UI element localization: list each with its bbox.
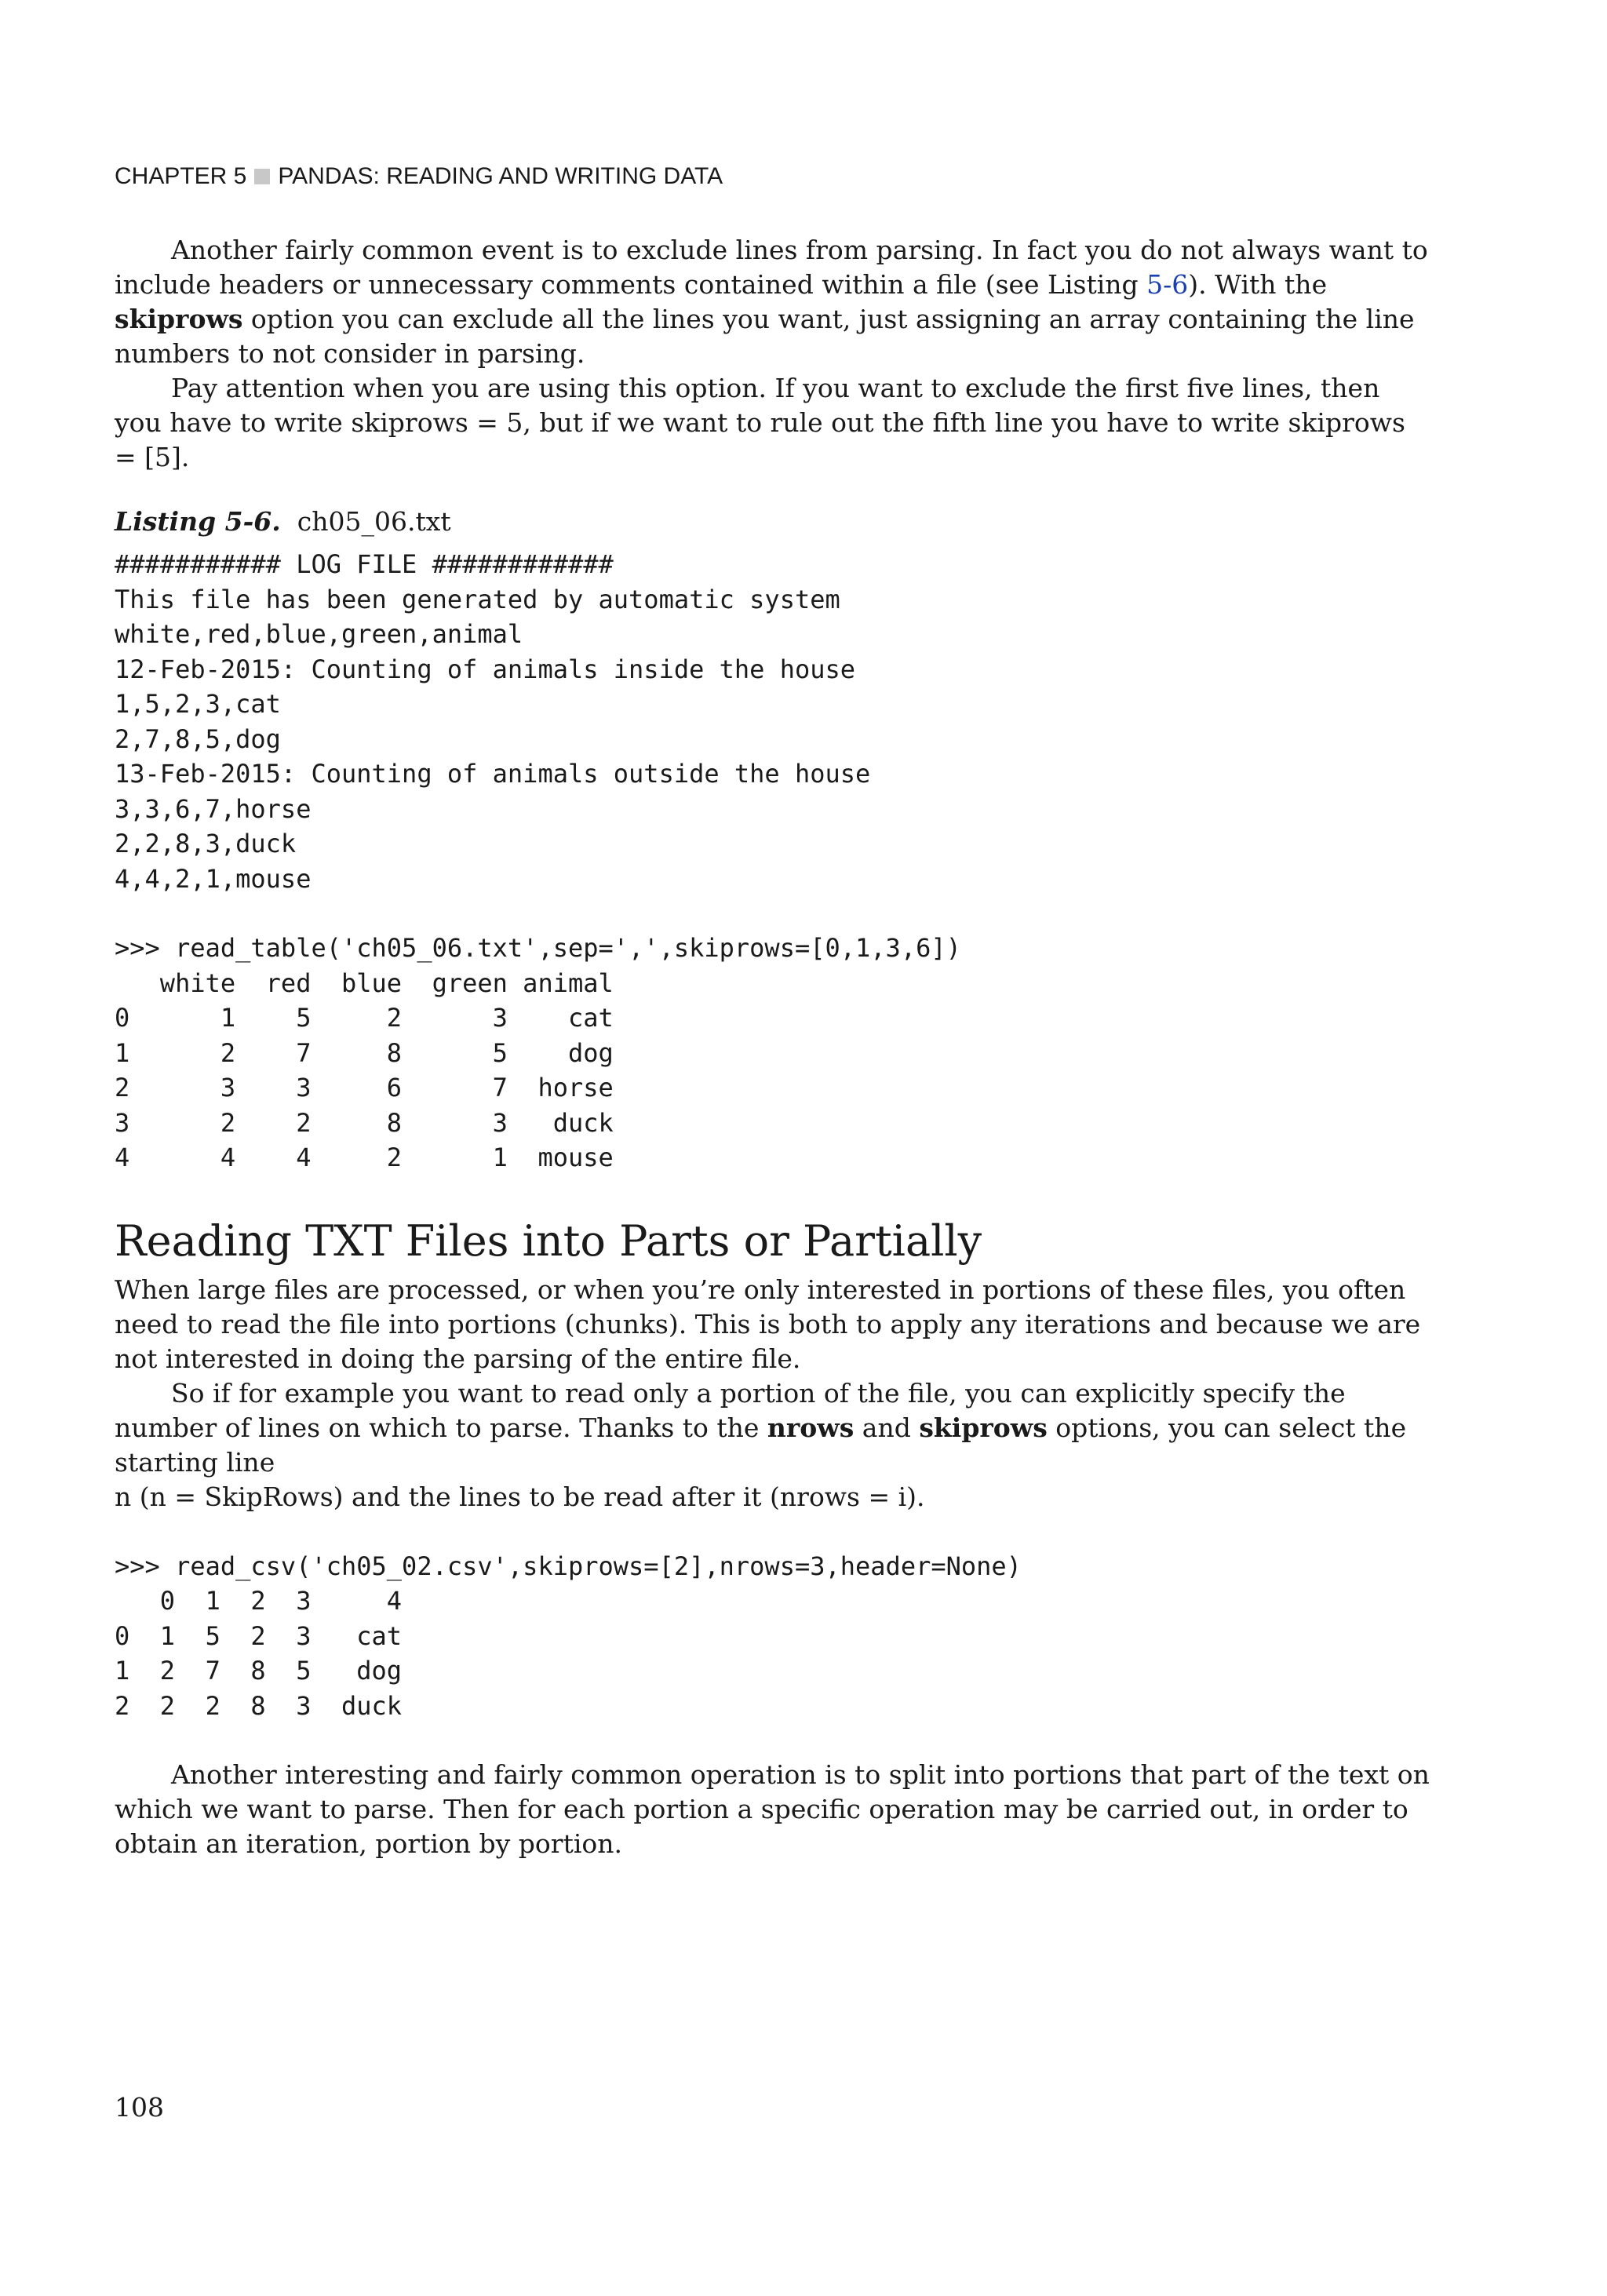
paragraph-text: options, you can select the starting line — [115, 1412, 1407, 1478]
paragraph-nrows — [115, 1376, 1433, 1514]
paragraph-chunks: When large files are processed, or when you’re only interested in portions of these files, you often need to read the file into portions (chunks). This is both to apply any iterations and because we are not interested in doing the parsing of the entire file. — [115, 1274, 1421, 1374]
code-block-read-csv: >>> read_csv('ch05_02.csv',skiprows=[2],nrows=3,header=None) 0 1 2 3 4 0 1 5 2 3 cat 1 2 7 8 5 dog 2 2 2 8 3 duck — [115, 1551, 1022, 1721]
chapter-label: CHAPTER 5 — [115, 163, 247, 189]
paragraph-split-portions: Another interesting and fairly common operation is to split into portions that part of the text on which we want to parse. Then for each portion a specific operation may be carried out, in order to obtain an iteration, portion by portion. — [115, 1759, 1430, 1859]
header-separator-square — [254, 169, 270, 184]
paragraph-skiprows-intro — [115, 233, 1433, 371]
paragraph-skiprows-note: Pay attention when you are using this option. If you want to exclude the first five lines, then you have to write skiprows = 5, but if we want to rule out the fifth line you have to write skiprows = [5]. — [115, 373, 1405, 472]
paragraph-text: n (n = SkipRows) and the lines to be read after it (nrows = i). — [115, 1481, 925, 1512]
listing-caption — [115, 505, 1433, 539]
paragraph-text: ). With the — [1188, 269, 1328, 300]
paragraph-text: Another fairly common event is to exclude lines from parsing. In fact you do not always want to include headers or unnecessary comments contained within a file (see Listing — [115, 235, 1428, 300]
section-title: Reading TXT Files into Parts or Partially — [115, 1215, 982, 1266]
chapter-title: PANDAS: READING AND WRITING DATA — [278, 163, 723, 189]
bold-term-skiprows: skiprows — [115, 304, 243, 334]
listing-link[interactable]: 5-6 — [1146, 269, 1189, 300]
page-number: 108 — [115, 2092, 164, 2123]
paragraph-text: and — [854, 1412, 920, 1443]
page-content — [115, 161, 1433, 1861]
listing-filename: ch05_06.txt — [297, 506, 451, 537]
bold-term-skiprows: skiprows — [919, 1412, 1048, 1443]
listing-label: Listing 5-6. — [115, 506, 281, 537]
running-header — [115, 161, 1433, 192]
bold-term-nrows: nrows — [767, 1412, 855, 1443]
code-block-log-file: ########### LOG FILE ############ This file has been generated by automatic system white,red,blue,green,animal 12-Feb-2015: Counting of animals inside the house 1,5,2,3,cat 2,7,8,5,dog 13-Feb-2015: Counting of animals outside the house 3,3,6,7,horse 2,2,8,3,duck 4,4,2,1,mouse — [115, 549, 871, 894]
paragraph-text: So if for example you want to read only a portion of the file, you can explicitly specify the number of lines on which to parse. Thanks to the — [115, 1377, 1346, 1443]
code-block-read-table: >>> read_table('ch05_06.txt',sep=',',skiprows=[0,1,3,6]) white red blue green animal 0 1 5 2 3 cat 1 2 7 8 5 dog 2 3 3 6 7 horse 3 2 2 8 3 duck 4 4 4 2 1 mouse — [115, 933, 961, 1172]
paragraph-text: option you can exclude all the lines you want, just assigning an array containing the line numbers to not consider in parsing. — [115, 304, 1415, 369]
